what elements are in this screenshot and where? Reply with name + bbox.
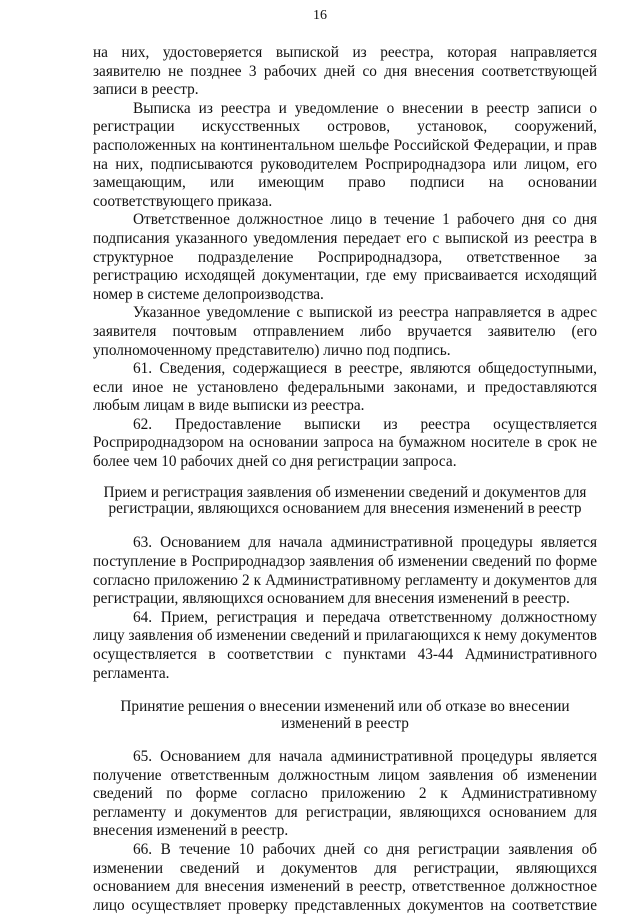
paragraph-signing: Выписка из реестра и уведомление о внесении в реестр записи о регистрации искусственных островов, установок, сооружений, расположенных на континентальном шельфе Российской Федерации, и прав на них, подписываются руководителем Росприроднадзора или лицом, его замещающим, или имеющим право подписи на основании соответствующего приказа. <box>93 99 597 210</box>
paragraph-transfer: Ответственное должностное лицо в течение 1 рабочего дня со дня подписания указанного уведомления передает его с выпиской из реестра в структурное подразделение Росприроднадзора, ответственное за регистрацию исходящей документации, где ему присваивается исходящий номер в системе делопроизводства. <box>93 211 597 303</box>
section-heading-decision: Принятие решения о внесении изменений или об отказе во внесении изменений в реестр <box>120 698 570 732</box>
paragraph-63: 63. Основанием для начала административной процедуры является поступление в Росприроднадзор заявления об изменении сведений по форме согласно приложению 2 к Административному регламенту и документов для регистрации, являющихся основанием для внесения изменений в реестр. <box>93 534 597 608</box>
paragraph-61: 61. Сведения, содержащиеся в реестре, являются общедоступными, если иное не установлено федеральными законами, и предоставляются любым лицам в виде выписки из реестра. <box>93 360 597 415</box>
paragraph-66: 66. В течение 10 рабочих дней со дня регистрации заявления об изменении сведений и документов для регистрации, являющихся основанием для внесения изменений в реестр, ответственное должностное лицо осуществляет проверку представленных документов на соответствие <box>93 841 597 914</box>
paragraph-64: 64. Прием, регистрация и передача ответственному должностному лицу заявления об изменении сведений и прилагающихся к нему документов осуществляется в соответствии с пунктами 43-44 Административного регламента. <box>93 608 597 682</box>
paragraph-notification: Указанное уведомление с выпиской из реестра направляется в адрес заявителя почтовым отправлением либо вручается заявителю (его уполномоченному представителю) лично под подпись. <box>93 304 597 359</box>
paragraph-continuation: на них, удостоверяется выпиской из реестра, которая направляется заявителю не позднее 3 рабочих дней со дня внесения соответствующей записи в реестр. <box>93 44 597 99</box>
page-number: 16 <box>313 8 327 23</box>
document-body <box>93 44 597 915</box>
paragraph-62: 62. Предоставление выписки из реестра осуществляется Росприроднадзором на основании запроса на бумажном носителе в срок не более чем 10 рабочих дней со дня регистрации запроса. <box>93 415 597 471</box>
section-heading-acceptance: Прием и регистрация заявления об изменении сведений и документов для регистрации, являющихся основанием для внесения изменений в реестр <box>103 483 587 518</box>
paragraph-65: 65. Основанием для начала административной процедуры является получение ответственным должностным лицом заявления об изменении сведений по форме согласно приложению 2 к Административному регламенту и документов для регистрации, являющихся основанием для внесения изменений в реестр. <box>93 748 597 840</box>
